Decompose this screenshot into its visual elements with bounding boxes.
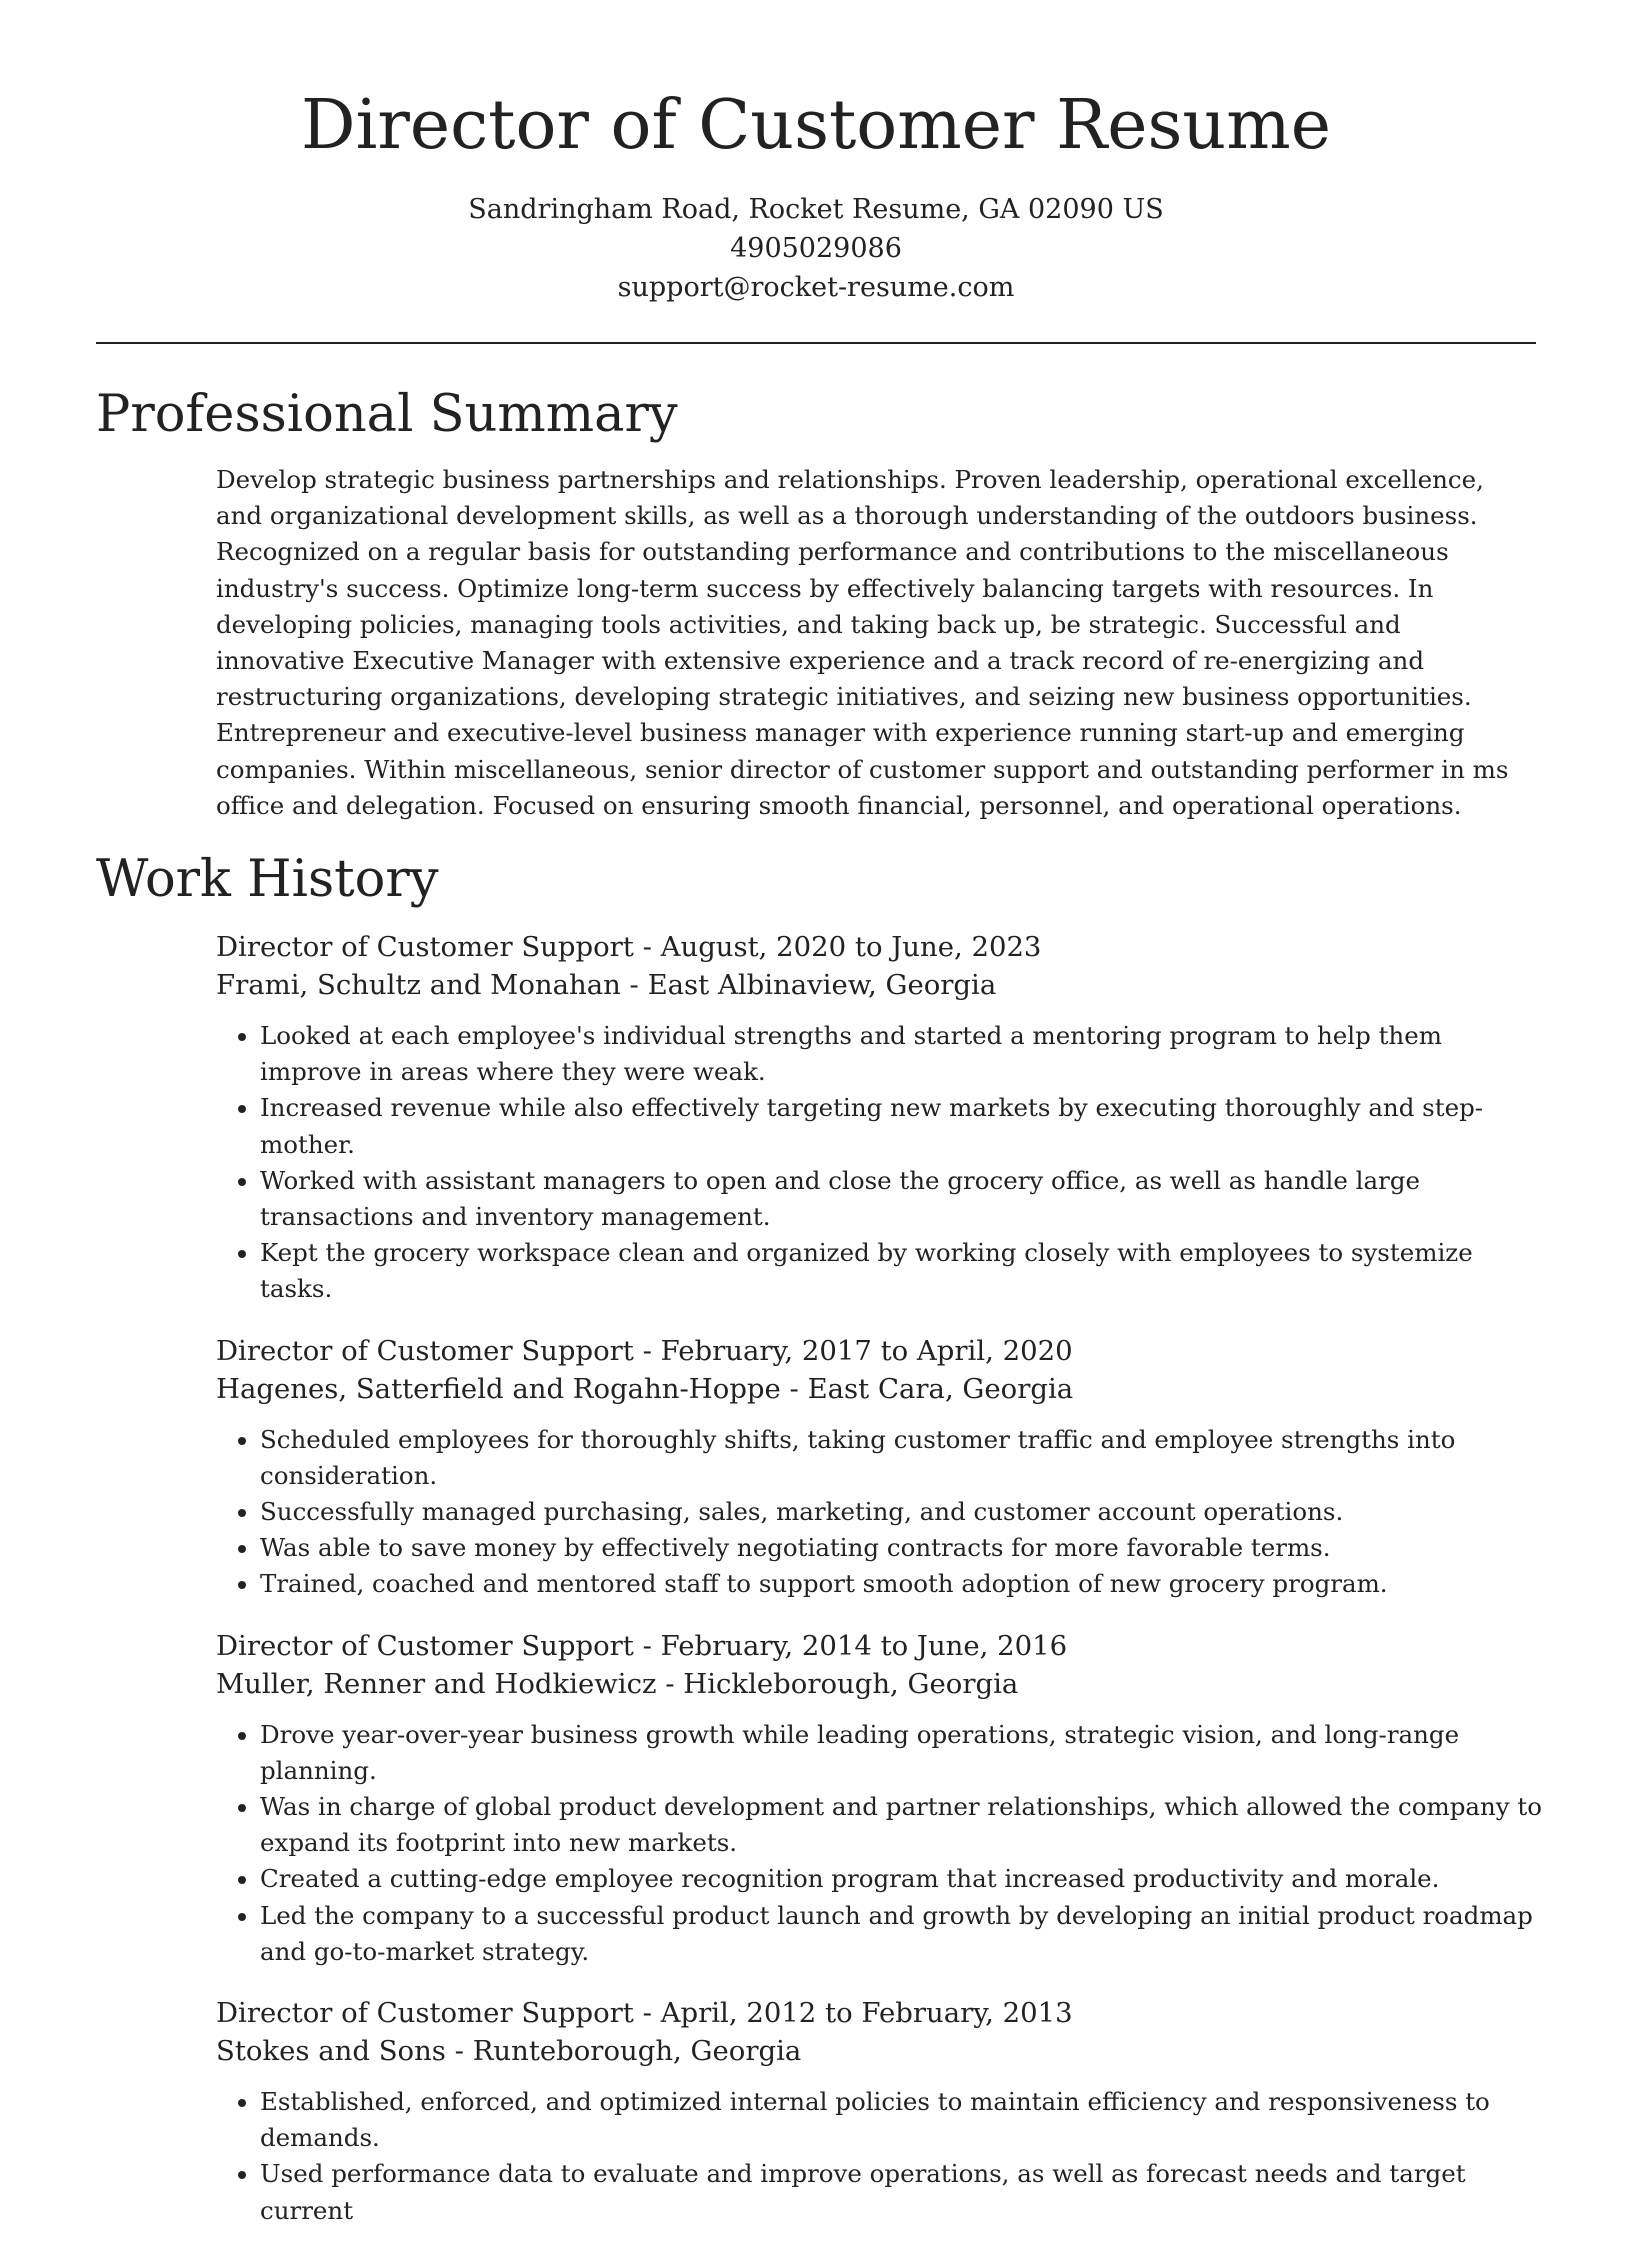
job-dates: - August, 2020 to June, 2023: [633, 931, 1042, 963]
job-bullet: • Scheduled employees for thoroughly shifts, taking customer traffic and employee strengths into consideration.: [260, 1422, 1546, 1494]
job-company-line: [216, 1665, 1546, 1703]
job-location: - Runteborough, Georgia: [445, 2035, 802, 2068]
job-bullet: • Was in charge of global product development and partner relationships, which allowed the company to expand its footprint into new markets.: [260, 1789, 1546, 1861]
job-bullet: • Successfully managed purchasing, sales, marketing, and customer account operations.: [260, 1494, 1546, 1530]
summary-heading: Professional Summary: [96, 385, 678, 444]
job-dates: - April, 2012 to February, 2013: [633, 1997, 1073, 2030]
contact-address: Sandringham Road, Rocket Resume, GA 02090 US: [468, 194, 1164, 225]
job-role: Director of Customer Support: [216, 1997, 634, 2030]
job-bullet: • Used performance data to evaluate and improve operations, as well as forecast needs and target current: [260, 2156, 1546, 2228]
job-location: - East Cara, Georgia: [780, 1372, 1074, 1405]
job-bullet-list: [216, 1717, 1546, 1970]
job-bullet: • Trained, coached and mentored staff to support smooth adoption of new grocery program.: [260, 1566, 1546, 1602]
job-bullet: • Was able to save money by effectively negotiating contracts for more favorable terms.: [260, 1530, 1546, 1566]
job-list: [216, 928, 1546, 2253]
job-role: Director of Customer Support: [216, 931, 634, 963]
job-bullet-list: [216, 1018, 1546, 1308]
job-bullet: • Kept the grocery workspace clean and organized by working closely with employees to systemize tasks.: [260, 1235, 1546, 1307]
job-entry: [216, 928, 1546, 1308]
job-dates: - February, 2014 to June, 2016: [633, 1629, 1068, 1662]
job-title-line: [216, 928, 1546, 966]
job-company: Hagenes, Satterfield and Rogahn-Hoppe: [216, 1372, 781, 1405]
job-entry: [216, 1627, 1546, 1970]
job-company-line: [216, 1370, 1546, 1408]
job-role: Director of Customer Support: [216, 1334, 634, 1367]
work-history-heading: Work History: [96, 850, 439, 909]
job-dates: - February, 2017 to April, 2020: [633, 1334, 1073, 1367]
job-company-line: [216, 966, 1546, 1004]
job-bullet: • Led the company to a successful product launch and growth by developing an initial product roadmap and go-to-market strategy.: [260, 1898, 1546, 1970]
contact-email: support@rocket-resume.com: [617, 272, 1015, 303]
job-role: Director of Customer Support: [216, 1629, 634, 1662]
job-company-line: [216, 2032, 1546, 2070]
contact-phone: 4905029086: [730, 233, 902, 264]
contact-block: [0, 190, 1632, 307]
job-bullet-list: [216, 2084, 1546, 2229]
job-entry: [216, 1332, 1546, 1603]
job-title-line: [216, 1627, 1546, 1665]
job-company: Frami, Schultz and Monahan: [216, 969, 621, 1001]
job-location: - East Albinaview, Georgia: [620, 969, 997, 1001]
job-bullet: • Looked at each employee's individual strengths and started a mentoring program to help them improve in areas where they were weak.: [260, 1018, 1546, 1090]
summary-paragraph: Develop strategic business partnerships and relationships. Proven leadership, operational excellence, and organizational development skills, as well as a thorough understanding of the outdoors business. Recognized on a regular basis for outstanding performance and contributions to the miscellaneous industry's success. Optimize long-term success by effectively balancing targets with resources. In developing policies, managing tools activities, and taking back up, be strategic. Successful and innovative Executive Manager with extensive experience and a track record of re-energizing and restructuring organizations, developing strategic initiatives, and seizing new business opportunities. Entrepreneur and executive-level business manager with experience running start-up and emerging companies. Within miscellaneous, senior director of customer support and outstanding performer in ms office and delegation. Focused on ensuring smooth financial, personnel, and operational operations.: [216, 465, 1509, 820]
resume-title: Director of Customer Resume: [301, 86, 1331, 165]
job-bullet: • Worked with assistant managers to open and close the grocery office, as well as handle large transactions and inventory management.: [260, 1163, 1546, 1235]
job-entry: [216, 1994, 1546, 2229]
job-bullet: • Established, enforced, and optimized internal policies to maintain efficiency and responsiveness to demands.: [260, 2084, 1546, 2156]
job-bullet: • Increased revenue while also effectively targeting new markets by executing thoroughly and step-mother.: [260, 1090, 1546, 1162]
job-bullet-list: [216, 1422, 1546, 1603]
job-bullet: • Created a cutting-edge employee recognition program that increased productivity and morale.: [260, 1861, 1546, 1897]
job-company: Muller, Renner and Hodkiewicz: [216, 1667, 657, 1700]
header-divider: [96, 342, 1536, 344]
job-bullet: • Drove year-over-year business growth while leading operations, strategic vision, and long-range planning.: [260, 1717, 1546, 1789]
job-title-line: [216, 1994, 1546, 2032]
job-title-line: [216, 1332, 1546, 1370]
job-company: Stokes and Sons: [216, 2035, 446, 2068]
job-location: - Hickleborough, Georgia: [656, 1667, 1019, 1700]
